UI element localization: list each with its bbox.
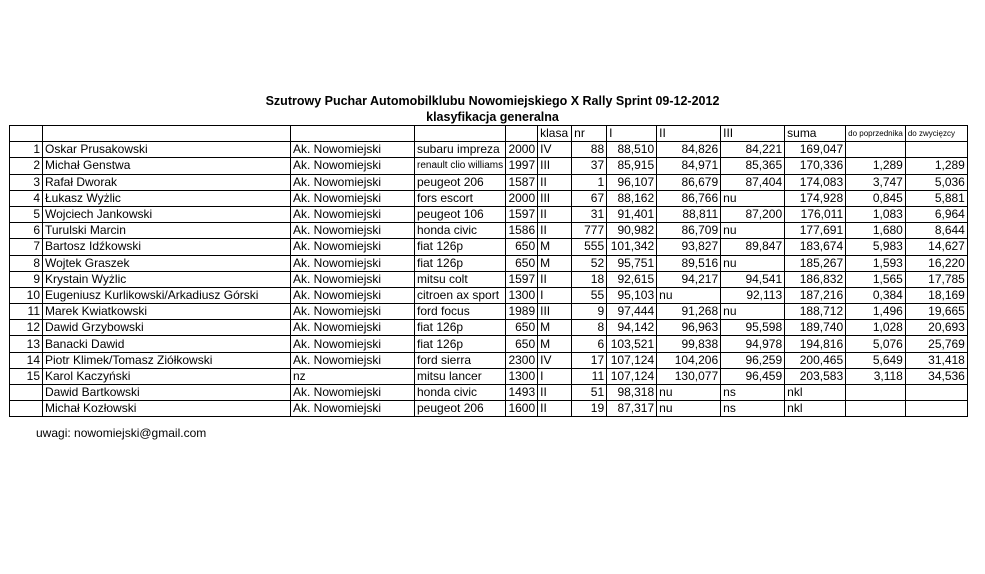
gap-to-winner-cell: 14,627 xyxy=(905,239,967,255)
gap-to-winner-cell: 8,644 xyxy=(905,223,967,239)
driver-name-cell: Marek Kwiatkowski xyxy=(43,304,291,320)
stage-2-time-cell: nu xyxy=(657,401,721,417)
class-cell: I xyxy=(538,368,572,384)
header-car xyxy=(415,126,506,142)
class-cell: III xyxy=(538,190,572,206)
engine-ccm-cell: 1597 xyxy=(506,271,538,287)
club-cell: nz xyxy=(291,368,415,384)
gap-to-winner-cell: 25,769 xyxy=(905,336,967,352)
header-to-winner: do zwycięzcy xyxy=(905,126,967,142)
gap-to-winner-cell: 34,536 xyxy=(905,368,967,384)
class-cell: II xyxy=(538,223,572,239)
class-cell: M xyxy=(538,239,572,255)
table-row xyxy=(10,271,968,287)
start-number-cell: 17 xyxy=(572,352,607,368)
car-cell: subaru impreza xyxy=(415,142,506,158)
position-cell: 10 xyxy=(10,287,43,303)
car-cell: peugeot 206 xyxy=(415,401,506,417)
note: uwagi: nowomiejski@gmail.com xyxy=(36,426,207,440)
class-cell: II xyxy=(538,385,572,401)
stage-1-time-cell: 94,142 xyxy=(607,320,657,336)
car-cell: fiat 126p xyxy=(415,336,506,352)
car-cell: peugeot 206 xyxy=(415,174,506,190)
stage-2-time-cell: 99,838 xyxy=(657,336,721,352)
club-cell: Ak. Nowomiejski xyxy=(291,320,415,336)
total-time-cell: nkl xyxy=(785,401,846,417)
stage-1-time-cell: 95,103 xyxy=(607,287,657,303)
header-suma: suma xyxy=(785,126,846,142)
car-cell: ford sierra xyxy=(415,352,506,368)
car-cell: peugeot 106 xyxy=(415,206,506,222)
gap-to-previous-cell: 1,496 xyxy=(846,304,906,320)
driver-name-cell: Dawid Bartkowski xyxy=(43,385,291,401)
engine-ccm-cell: 650 xyxy=(506,336,538,352)
class-cell: II xyxy=(538,401,572,417)
results-table xyxy=(9,125,968,417)
stage-1-time-cell: 98,318 xyxy=(607,385,657,401)
class-cell: I xyxy=(538,287,572,303)
stage-2-time-cell: 130,077 xyxy=(657,368,721,384)
class-cell: M xyxy=(538,255,572,271)
engine-ccm-cell: 1587 xyxy=(506,174,538,190)
engine-ccm-cell: 2300 xyxy=(506,352,538,368)
start-number-cell: 6 xyxy=(572,336,607,352)
position-cell: 3 xyxy=(10,174,43,190)
position-cell: 11 xyxy=(10,304,43,320)
gap-to-previous-cell: 1,680 xyxy=(846,223,906,239)
gap-to-previous-cell: 1,028 xyxy=(846,320,906,336)
total-time-cell: 200,465 xyxy=(785,352,846,368)
gap-to-previous-cell xyxy=(846,142,906,158)
engine-ccm-cell: 1586 xyxy=(506,223,538,239)
club-cell: Ak. Nowomiejski xyxy=(291,255,415,271)
gap-to-previous-cell: 5,983 xyxy=(846,239,906,255)
car-cell: mitsu lancer xyxy=(415,368,506,384)
engine-ccm-cell: 1600 xyxy=(506,401,538,417)
stage-3-time-cell: ns xyxy=(721,385,785,401)
stage-1-time-cell: 85,915 xyxy=(607,158,657,174)
position-cell: 1 xyxy=(10,142,43,158)
gap-to-previous-cell xyxy=(846,385,906,401)
gap-to-winner-cell: 18,169 xyxy=(905,287,967,303)
header-club xyxy=(291,126,415,142)
start-number-cell: 19 xyxy=(572,401,607,417)
stage-2-time-cell: 93,827 xyxy=(657,239,721,255)
class-cell: II xyxy=(538,206,572,222)
gap-to-previous-cell: 5,076 xyxy=(846,336,906,352)
start-number-cell: 18 xyxy=(572,271,607,287)
gap-to-previous-cell: 0,845 xyxy=(846,190,906,206)
stage-2-time-cell: 89,516 xyxy=(657,255,721,271)
club-cell: Ak. Nowomiejski xyxy=(291,158,415,174)
header-stage-1: I xyxy=(607,126,657,142)
stage-1-time-cell: 96,107 xyxy=(607,174,657,190)
stage-1-time-cell: 101,342 xyxy=(607,239,657,255)
total-time-cell: 169,047 xyxy=(785,142,846,158)
engine-ccm-cell: 2000 xyxy=(506,142,538,158)
club-cell: Ak. Nowomiejski xyxy=(291,174,415,190)
gap-to-winner-cell xyxy=(905,401,967,417)
gap-to-previous-cell: 3,747 xyxy=(846,174,906,190)
total-time-cell: 176,011 xyxy=(785,206,846,222)
table-row xyxy=(10,255,968,271)
gap-to-winner-cell xyxy=(905,142,967,158)
start-number-cell: 51 xyxy=(572,385,607,401)
car-cell: fors escort xyxy=(415,190,506,206)
car-cell: ford focus xyxy=(415,304,506,320)
table-row xyxy=(10,174,968,190)
gap-to-previous-cell: 1,593 xyxy=(846,255,906,271)
stage-1-time-cell: 107,124 xyxy=(607,368,657,384)
stage-1-time-cell: 97,444 xyxy=(607,304,657,320)
engine-ccm-cell: 650 xyxy=(506,239,538,255)
start-number-cell: 9 xyxy=(572,304,607,320)
position-cell: 2 xyxy=(10,158,43,174)
gap-to-previous-cell: 0,384 xyxy=(846,287,906,303)
stage-3-time-cell: 85,365 xyxy=(721,158,785,174)
stage-3-time-cell: 87,404 xyxy=(721,174,785,190)
start-number-cell: 37 xyxy=(572,158,607,174)
driver-name-cell: Michał Kozłowski xyxy=(43,401,291,417)
total-time-cell: 174,928 xyxy=(785,190,846,206)
car-cell: honda civic xyxy=(415,385,506,401)
table-row xyxy=(10,385,968,401)
stage-2-time-cell: 86,709 xyxy=(657,223,721,239)
position-cell: 7 xyxy=(10,239,43,255)
club-cell: Ak. Nowomiejski xyxy=(291,190,415,206)
start-number-cell: 11 xyxy=(572,368,607,384)
stage-1-time-cell: 88,162 xyxy=(607,190,657,206)
table-row xyxy=(10,223,968,239)
engine-ccm-cell: 1989 xyxy=(506,304,538,320)
table-row xyxy=(10,206,968,222)
class-cell: III xyxy=(538,158,572,174)
total-time-cell: 187,216 xyxy=(785,287,846,303)
total-time-cell: 174,083 xyxy=(785,174,846,190)
table-row xyxy=(10,304,968,320)
stage-2-time-cell: 88,811 xyxy=(657,206,721,222)
gap-to-previous-cell: 1,565 xyxy=(846,271,906,287)
total-time-cell: 203,583 xyxy=(785,368,846,384)
start-number-cell: 55 xyxy=(572,287,607,303)
driver-name-cell: Krystain Wyżlic xyxy=(43,271,291,287)
stage-1-time-cell: 95,751 xyxy=(607,255,657,271)
club-cell: Ak. Nowomiejski xyxy=(291,336,415,352)
header-to-previous: do poprzednika xyxy=(846,126,906,142)
gap-to-winner-cell: 20,693 xyxy=(905,320,967,336)
car-cell: fiat 126p xyxy=(415,239,506,255)
position-cell: 14 xyxy=(10,352,43,368)
position-cell: 9 xyxy=(10,271,43,287)
driver-name-cell: Łukasz Wyżlic xyxy=(43,190,291,206)
position-cell xyxy=(10,385,43,401)
engine-ccm-cell: 1300 xyxy=(506,287,538,303)
car-cell: mitsu colt xyxy=(415,271,506,287)
engine-ccm-cell: 650 xyxy=(506,255,538,271)
stage-3-time-cell: 95,598 xyxy=(721,320,785,336)
club-cell: Ak. Nowomiejski xyxy=(291,271,415,287)
engine-ccm-cell: 650 xyxy=(506,320,538,336)
stage-2-time-cell: 86,679 xyxy=(657,174,721,190)
total-time-cell: 183,674 xyxy=(785,239,846,255)
start-number-cell: 8 xyxy=(572,320,607,336)
stage-1-time-cell: 87,317 xyxy=(607,401,657,417)
stage-2-time-cell: 96,963 xyxy=(657,320,721,336)
club-cell: Ak. Nowomiejski xyxy=(291,287,415,303)
club-cell: Ak. Nowomiejski xyxy=(291,352,415,368)
car-cell: fiat 126p xyxy=(415,255,506,271)
stage-2-time-cell: nu xyxy=(657,287,721,303)
car-cell: citroen ax sport xyxy=(415,287,506,303)
gap-to-previous-cell: 5,649 xyxy=(846,352,906,368)
driver-name-cell: Rafał Dworak xyxy=(43,174,291,190)
stage-3-time-cell: nu xyxy=(721,255,785,271)
table-row xyxy=(10,352,968,368)
driver-name-cell: Michał Genstwa xyxy=(43,158,291,174)
total-time-cell: nkl xyxy=(785,385,846,401)
header-row xyxy=(10,126,968,142)
gap-to-winner-cell: 19,665 xyxy=(905,304,967,320)
class-cell: IV xyxy=(538,142,572,158)
position-cell xyxy=(10,401,43,417)
page-title: Szutrowy Puchar Automobilklubu Nowomiejskiego X Rally Sprint 09-12-2012 xyxy=(265,94,720,108)
stage-1-time-cell: 88,510 xyxy=(607,142,657,158)
gap-to-previous-cell xyxy=(846,401,906,417)
table-row xyxy=(10,190,968,206)
total-time-cell: 189,740 xyxy=(785,320,846,336)
class-cell: M xyxy=(538,336,572,352)
position-cell: 8 xyxy=(10,255,43,271)
stage-3-time-cell: 87,200 xyxy=(721,206,785,222)
driver-name-cell: Oskar Prusakowski xyxy=(43,142,291,158)
stage-3-time-cell: 89,847 xyxy=(721,239,785,255)
stage-2-time-cell: 94,217 xyxy=(657,271,721,287)
stage-2-time-cell: 84,826 xyxy=(657,142,721,158)
stage-3-time-cell: nu xyxy=(721,190,785,206)
driver-name-cell: Dawid Grzybowski xyxy=(43,320,291,336)
class-cell: II xyxy=(538,174,572,190)
start-number-cell: 777 xyxy=(572,223,607,239)
gap-to-winner-cell: 6,964 xyxy=(905,206,967,222)
table-row xyxy=(10,401,968,417)
stage-1-time-cell: 107,124 xyxy=(607,352,657,368)
engine-ccm-cell: 2000 xyxy=(506,190,538,206)
start-number-cell: 88 xyxy=(572,142,607,158)
stage-1-time-cell: 92,615 xyxy=(607,271,657,287)
table-row xyxy=(10,158,968,174)
total-time-cell: 177,691 xyxy=(785,223,846,239)
club-cell: Ak. Nowomiejski xyxy=(291,206,415,222)
header-nr: nr xyxy=(572,126,607,142)
table-row xyxy=(10,287,968,303)
driver-name-cell: Karol Kaczyński xyxy=(43,368,291,384)
stage-3-time-cell: 84,221 xyxy=(721,142,785,158)
total-time-cell: 185,267 xyxy=(785,255,846,271)
start-number-cell: 555 xyxy=(572,239,607,255)
header-pos xyxy=(10,126,43,142)
position-cell: 4 xyxy=(10,190,43,206)
car-cell: honda civic xyxy=(415,223,506,239)
stage-3-time-cell: 92,113 xyxy=(721,287,785,303)
start-number-cell: 1 xyxy=(572,174,607,190)
club-cell: Ak. Nowomiejski xyxy=(291,304,415,320)
position-cell: 6 xyxy=(10,223,43,239)
engine-ccm-cell: 1300 xyxy=(506,368,538,384)
car-cell: fiat 126p xyxy=(415,320,506,336)
stage-3-time-cell: 96,259 xyxy=(721,352,785,368)
engine-ccm-cell: 1997 xyxy=(506,158,538,174)
class-cell: IV xyxy=(538,352,572,368)
gap-to-winner-cell: 16,220 xyxy=(905,255,967,271)
club-cell: Ak. Nowomiejski xyxy=(291,142,415,158)
page-subtitle: klasyfikacja generalna xyxy=(426,110,559,124)
driver-name-cell: Eugeniusz Kurlikowski/Arkadiusz Górski xyxy=(43,287,291,303)
stage-2-time-cell: 104,206 xyxy=(657,352,721,368)
driver-name-cell: Turulski Marcin xyxy=(43,223,291,239)
header-name xyxy=(43,126,291,142)
header-klasa: klasa xyxy=(538,126,572,142)
stage-3-time-cell: nu xyxy=(721,304,785,320)
car-cell: renault clio williams xyxy=(415,158,506,174)
driver-name-cell: Piotr Klimek/Tomasz Ziółkowski xyxy=(43,352,291,368)
gap-to-winner-cell xyxy=(905,385,967,401)
position-cell: 5 xyxy=(10,206,43,222)
position-cell: 12 xyxy=(10,320,43,336)
stage-3-time-cell: 94,978 xyxy=(721,336,785,352)
start-number-cell: 52 xyxy=(572,255,607,271)
stage-3-time-cell: 94,541 xyxy=(721,271,785,287)
gap-to-winner-cell: 1,289 xyxy=(905,158,967,174)
stage-2-time-cell: 86,766 xyxy=(657,190,721,206)
gap-to-winner-cell: 5,036 xyxy=(905,174,967,190)
driver-name-cell: Wojtek Graszek xyxy=(43,255,291,271)
stage-2-time-cell: 91,268 xyxy=(657,304,721,320)
position-cell: 13 xyxy=(10,336,43,352)
total-time-cell: 194,816 xyxy=(785,336,846,352)
club-cell: Ak. Nowomiejski xyxy=(291,223,415,239)
stage-3-time-cell: 96,459 xyxy=(721,368,785,384)
table-row xyxy=(10,368,968,384)
gap-to-winner-cell: 31,418 xyxy=(905,352,967,368)
gap-to-previous-cell: 3,118 xyxy=(846,368,906,384)
engine-ccm-cell: 1493 xyxy=(506,385,538,401)
class-cell: M xyxy=(538,320,572,336)
position-cell: 15 xyxy=(10,368,43,384)
total-time-cell: 170,336 xyxy=(785,158,846,174)
total-time-cell: 188,712 xyxy=(785,304,846,320)
header-stage-2: II xyxy=(657,126,721,142)
stage-3-time-cell: nu xyxy=(721,223,785,239)
total-time-cell: 186,832 xyxy=(785,271,846,287)
club-cell: Ak. Nowomiejski xyxy=(291,239,415,255)
driver-name-cell: Banacki Dawid xyxy=(43,336,291,352)
table-row xyxy=(10,320,968,336)
class-cell: II xyxy=(538,271,572,287)
table-row xyxy=(10,336,968,352)
stage-1-time-cell: 103,521 xyxy=(607,336,657,352)
class-cell: III xyxy=(538,304,572,320)
header-ccm xyxy=(506,126,538,142)
stage-2-time-cell: nu xyxy=(657,385,721,401)
stage-2-time-cell: 84,971 xyxy=(657,158,721,174)
club-cell: Ak. Nowomiejski xyxy=(291,401,415,417)
club-cell: Ak. Nowomiejski xyxy=(291,385,415,401)
table-row xyxy=(10,142,968,158)
gap-to-previous-cell: 1,289 xyxy=(846,158,906,174)
stage-1-time-cell: 91,401 xyxy=(607,206,657,222)
start-number-cell: 31 xyxy=(572,206,607,222)
gap-to-winner-cell: 17,785 xyxy=(905,271,967,287)
stage-1-time-cell: 90,982 xyxy=(607,223,657,239)
stage-3-time-cell: ns xyxy=(721,401,785,417)
gap-to-winner-cell: 5,881 xyxy=(905,190,967,206)
header-stage-3: III xyxy=(721,126,785,142)
table-row xyxy=(10,239,968,255)
driver-name-cell: Wojciech Jankowski xyxy=(43,206,291,222)
engine-ccm-cell: 1597 xyxy=(506,206,538,222)
start-number-cell: 67 xyxy=(572,190,607,206)
driver-name-cell: Bartosz Idźkowski xyxy=(43,239,291,255)
gap-to-previous-cell: 1,083 xyxy=(846,206,906,222)
